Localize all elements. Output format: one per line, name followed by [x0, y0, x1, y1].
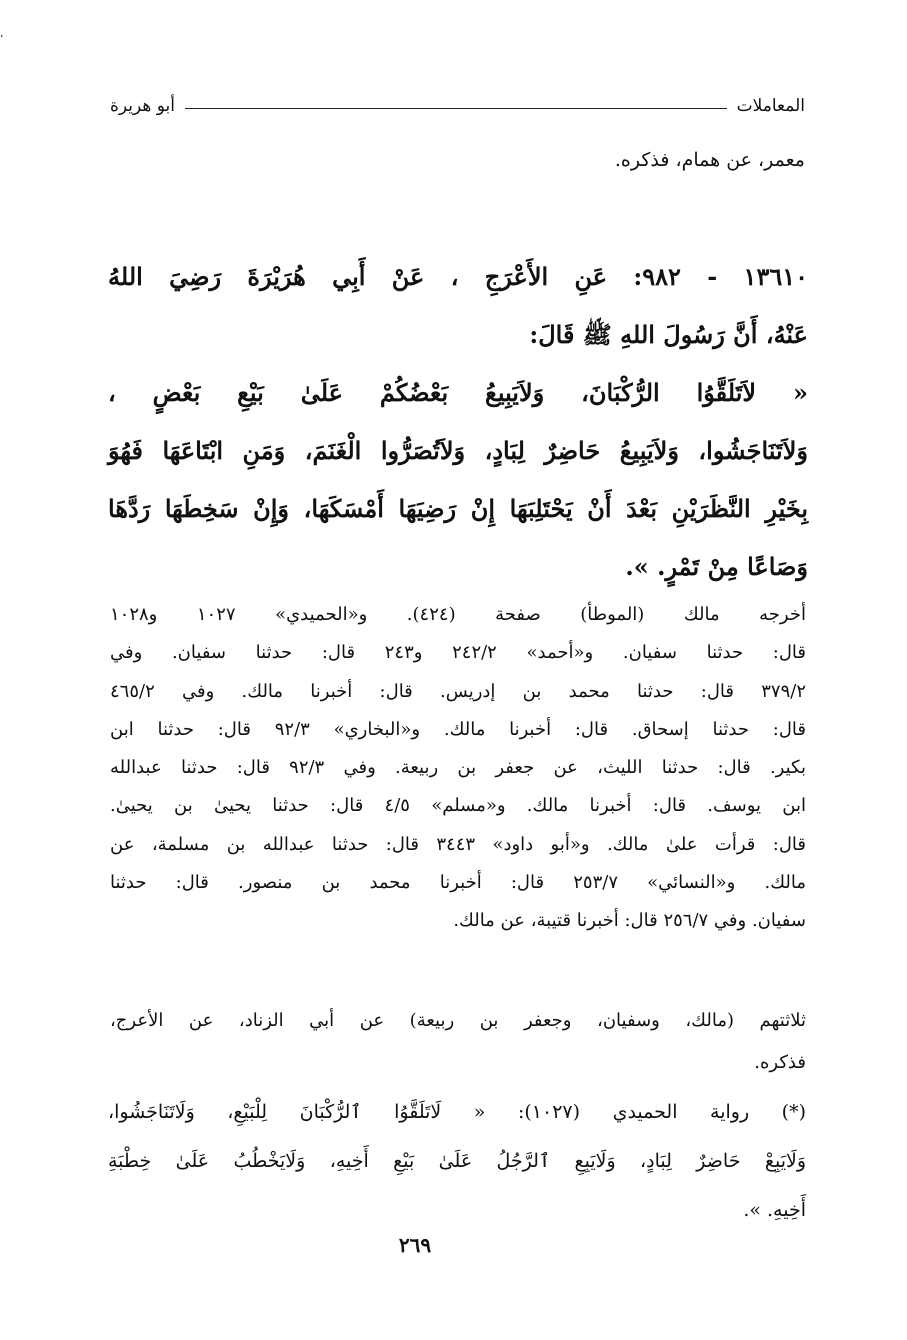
hadith-text — [108, 248, 808, 596]
hadith-line: ١٣٦١٠ - ٩٨٢: عَنِ الأَعْرَجِ ، عَنْ أَبِي هُرَيْرَةَ رَضِيَ اللهُ — [108, 262, 808, 291]
summary-text — [110, 1000, 806, 1084]
takhrij-line: قال: حدثنا سفيان. و«أحمد» ٢٤٢/٢ و٢٤٣ قال: حدثنا سفيان. وفي — [110, 642, 806, 664]
footnote-line: أَخِيهِ. ». — [743, 1199, 806, 1221]
continuation-line: معمر، عن همام، فذكره. — [614, 149, 805, 171]
hadith-line: وَصَاعًا مِنْ تَمْرٍ. ». — [625, 552, 808, 581]
takhrij-line: سفيان. وفي ٢٥٦/٧ قال: أخبرنا قتيبة، عن مالك. — [453, 910, 806, 932]
narrator-title: أبو هريرة — [110, 96, 176, 116]
summary-line: فذكره. — [754, 1052, 806, 1073]
takhrij-line: ابن يوسف. قال: أخبرنا مالك. و«مسلم» ٤/٥ قال: حدثنا يحيىٰ بن يحيىٰ. — [110, 795, 806, 817]
takhrij-line: بكير. قال: حدثنا الليث، عن جعفر بن ربيعة. وفي ٩٢/٣ قال: حدثنا عبدالله — [110, 757, 806, 779]
takhrij-line: ٣٧٩/٢ قال: حدثنا محمد بن إدريس. قال: أخبرنا مالك. وفي ٤٦٥/٢ — [110, 680, 806, 702]
footnote-line: وَلَايَبِعْ حَاضِرٌ لِبَادٍ، وَلَايَبِعِ ٱلرَّجُلُ عَلَىٰ بَيْعِ أَخِيهِ، وَلَايَخْطُبُ عَلَىٰ خِطْبَةِ — [108, 1150, 806, 1172]
footnote-text — [108, 1088, 806, 1235]
summary-line: ثلاثتهم (مالك، وسفيان، وجعفر بن ربيعة) عن أبي الزناد، عن الأعرج، — [110, 1010, 806, 1031]
footnote-line: (*) رواية الحميدي (١٠٢٧): « لَاتَلَقَّوُا ٱلرُّكْبَانَ لِلْبَيْعِ، وَلَاتَنَاجَشُوا، — [108, 1101, 806, 1123]
takhrij-text — [110, 596, 806, 941]
takhrij-line: أخرجه مالك (الموطأ) صفحة (٤٢٤). و«الحميدي» ١٠٢٧ و١٠٢٨ — [110, 604, 806, 625]
hadith-line: عَنْهُ، أَنَّ رَسُولَ اللهِ ﷺ قَالَ: — [529, 320, 808, 349]
hadith-line: « لاَتَلَقَّوُا الرُّكْبَانَ، وَلاَيَبِيعُ بَعْضُكُمْ عَلَىٰ بَيْعِ بَعْضٍ ، — [108, 378, 808, 407]
header-rule — [185, 108, 727, 109]
hadith-line: بِخَيْرِ النَّظَرَيْنِ بَعْدَ أَنْ يَحْتَلِبَهَا إِنْ رَضِيَهَا أَمْسَكَهَا، وَإِنْ سَخِطَهَا رَدَّهَا — [108, 494, 808, 523]
running-header — [110, 88, 805, 124]
page-number: ٢٦٩ — [398, 1233, 432, 1257]
takhrij-line: قال: قرأت علىٰ مالك. و«أبو داود» ٣٤٤٣ قال: حدثنا عبدالله بن مسلمة، عن — [110, 833, 806, 855]
continuation-text — [110, 140, 805, 180]
takhrij-line: قال: حدثنا إسحاق. قال: أخبرنا مالك. و«البخاري» ٩٢/٣ قال: حدثنا ابن — [110, 718, 806, 740]
hadith-line: وَلاَتَنَاجَشُوا، وَلاَيَبِيعُ حَاضِرٌ لِبَادٍ، وَلاَتُصَرُّوا الْغَنَمَ، وَمَنِ ابْتَاعَهَا فَهُوَ — [108, 436, 808, 465]
section-title: المعاملات — [736, 96, 805, 116]
takhrij-line: مالك. و«النسائي» ٢٥٣/٧ قال: أخبرنا محمد بن منصور. قال: حدثنا — [110, 872, 806, 894]
margin-mark: ، — [0, 29, 4, 40]
